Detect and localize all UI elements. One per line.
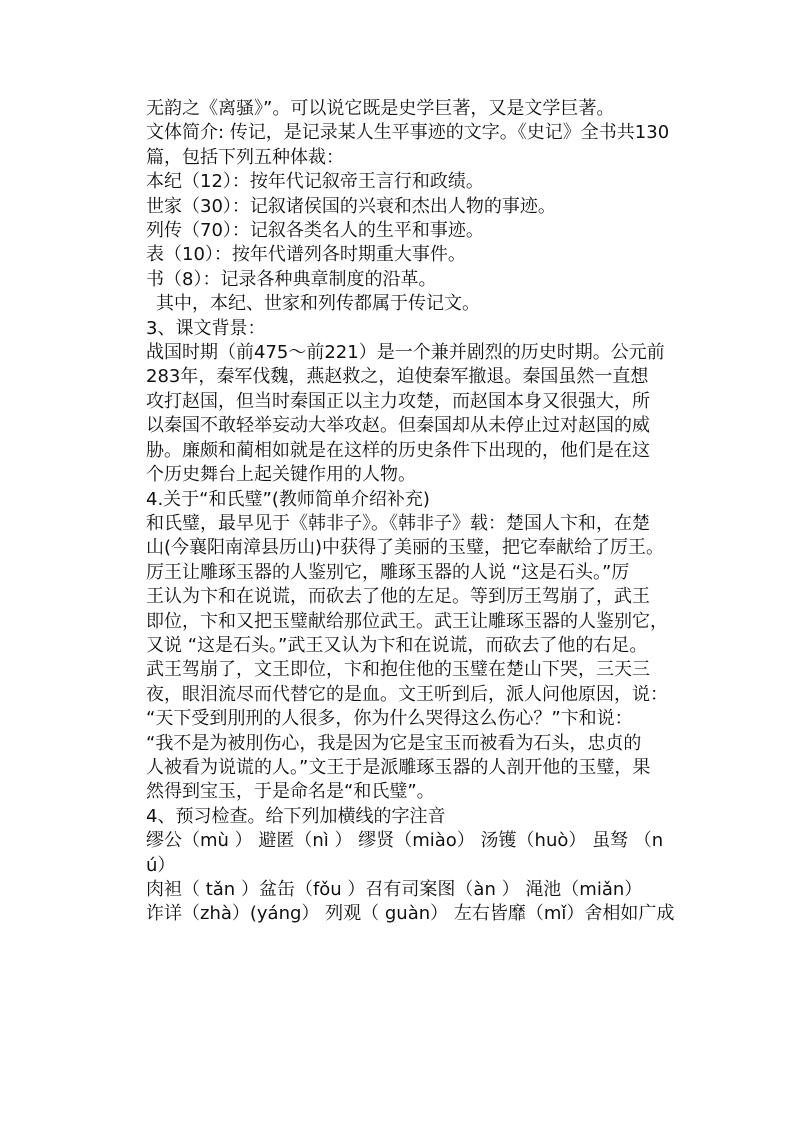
text-line: 其中，本纪、世家和列传都属于传记文。 <box>156 293 480 315</box>
section-heading: 3、课文背景： <box>146 317 266 339</box>
text-line: 篇，包括下列五种体裁： <box>146 146 344 168</box>
text-line: 胁。廉颇和蔺相如就是在这样的历史条件下出现的，他们是在这 <box>146 439 650 461</box>
text-line: 表（10）：按年代谱列各时期重大事件。 <box>146 244 466 266</box>
text-line: 本纪（12）：按年代记叙帝王言行和政绩。 <box>146 171 484 193</box>
text-line: 书（8）：记录各种典章制度的沿革。 <box>146 268 437 290</box>
pinyin-line: 肉袒（ tǎn ）盆缶（fǒu ）召有司案图（àn ） 渑池（miǎn） <box>146 879 643 900</box>
text-line: 无韵之《离骚》”。可以说它既是史学巨著，又是文学巨著。 <box>146 98 615 119</box>
text-line: 然得到宝玉，于是命名是“和氏璧”。 <box>146 781 435 803</box>
text-line: 攻打赵国，但当时秦国正以主力攻楚，而赵国本身又很强大，所 <box>146 390 650 412</box>
text-line: 世家（30）：记叙诸侯国的兴衰和杰出人物的事迹。 <box>146 195 556 217</box>
pinyin-line: 诈详（zhà）(yáng） 列观（ guàn） 左右皆靡（mǐ）舍相如广成 <box>146 903 675 925</box>
text-line: 又说 “这是石头。”武王又认为卞和在说谎，而砍去了他的右足。 <box>146 634 648 656</box>
text-line: 人被看为说谎的人。”文王于是派雕琢玉器的人剖开他的玉璧，果 <box>146 756 651 778</box>
text-line: 厉王让雕琢玉器的人鉴别它，雕琢玉器的人说 “这是石头。”厉 <box>146 561 630 583</box>
text-line: 山(今襄阳南漳县历山)中获得了美丽的玉璧，把它奉献给了厉王。 <box>146 537 665 559</box>
text-line: 夜，眼泪流尽而代替它的是血。文王听到后，派人问他原因，说： <box>146 683 668 705</box>
text-line: 王认为卞和在说谎，而砍去了他的左足。等到厉王驾崩了，武王 <box>146 586 650 608</box>
text-line: 283年，秦军伐魏，燕赵救之，迫使秦军撤退。秦国虽然一直想 <box>146 366 649 388</box>
section-heading: 4.关于“和氏璧”(教师简单介绍补充) <box>146 488 430 510</box>
text-line: “天下受到刖刑的人很多，你为什么哭得这么伤心？”卞和说： <box>146 708 633 730</box>
text-line: 个历史舞台上起关键作用的人物。 <box>146 464 416 486</box>
text-line: 武王驾崩了，文王即位，卞和抱住他的玉璧在楚山下哭，三天三 <box>146 659 650 681</box>
text-line: “我不是为被刖伤心，我是因为它是宝玉而被看为石头，忠贞的 <box>146 732 642 754</box>
text-line: 以秦国不敢轻举妄动大举攻赵。但秦国却从未停止过对赵国的威 <box>146 415 650 437</box>
text-line: 和氏璧，最早见于《韩非子》。《韩非子》载：楚国人卞和，在楚 <box>146 512 650 534</box>
section-heading: 4、预习检查。给下列加横线的字注音 <box>146 805 446 827</box>
pinyin-line: 缪公（mù ） 避匿（nì ） 缪贤（miào） 汤镬（huò） 虽驽 （n <box>146 830 664 852</box>
text-line: 文体简介: 传记，是记录某人生平事迹的文字。《史记》全书共130 <box>146 122 670 144</box>
document-body <box>146 97 686 927</box>
text-line: 列传（70）：记叙各类名人的生平和事迹。 <box>146 220 484 242</box>
text-line: 战国时期（前475～前221）是一个兼并剧烈的历史时期。公元前 <box>146 342 665 364</box>
text-line: 即位，卞和又把玉璧献给那位武王。武王让雕琢玉器的人鉴别它， <box>146 610 668 632</box>
pinyin-line: ú） <box>146 854 176 876</box>
